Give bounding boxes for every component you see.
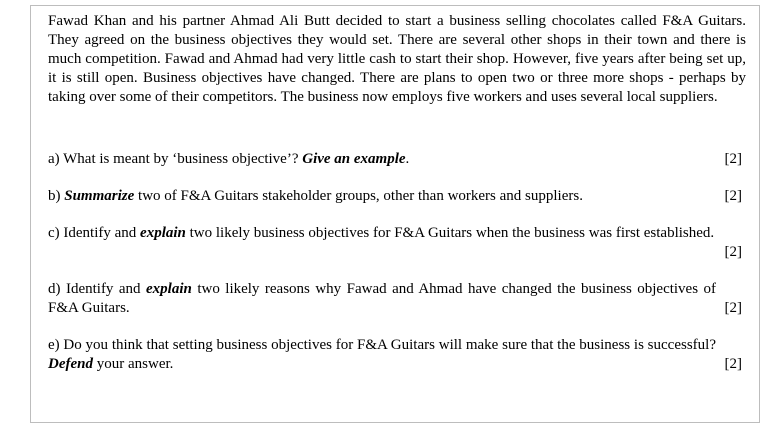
case-study-paragraph: Fawad Khan and his partner Ahmad Ali Butt decided to start a business selling chocolates called F&A Guitars. They agreed on the business objectives they would set. There are several other shops in their town and there is much competition. Fawad and Ahmad had very little cash to start their shop. However, five years after being set up, it is still open. Business objectives have changed. There are plans to open two or three more shops - perhaps by taking over some of their competitors. The business now employs five workers and uses several local suppliers. [48,13,746,105]
question-d-suffix: two likely reasons why Fawad and Ahmad have changed the business objectives of F&A Guitars. [48,281,717,316]
question-d-prefix: d) Identify and [48,281,147,297]
question-c-command-word: explain [140,225,186,241]
question-a [48,150,746,169]
question-a-prefix: a) What is meant by ‘business objective’? [48,151,303,167]
question-a-text [48,150,746,169]
question-b-marks: [2] [724,188,742,204]
worksheet-content [48,12,746,372]
question-e-text [48,336,746,374]
question-d [48,280,746,318]
question-c [48,224,746,260]
question-a-suffix: . [405,151,410,167]
question-e-command-word: Defend [48,356,93,372]
question-b-command-word: Summarize [64,188,135,204]
question-c-marks: [2] [724,244,742,260]
question-d-text [48,280,746,318]
question-c-text [48,224,746,243]
question-b [48,187,746,206]
question-e-marks: [2] [724,356,742,372]
question-d-command-word: explain [146,281,192,297]
question-c-suffix: two likely business objectives for F&A Guitars when the business was first established. [185,225,715,241]
question-c-prefix: c) Identify and [48,225,141,241]
question-d-marks: [2] [724,300,742,316]
question-e-prefix: e) Do you think that setting business objectives for F&A Guitars will make sure that the business is successful? [48,337,716,353]
question-b-text [48,187,746,206]
question-b-prefix: b) [48,188,65,204]
question-e-suffix: your answer. [93,356,174,372]
question-a-marks: [2] [724,151,742,167]
question-e [48,336,746,374]
question-b-suffix: two of F&A Guitars stakeholder groups, other than workers and suppliers. [134,188,583,204]
question-a-command-word: Give an example [302,151,406,167]
